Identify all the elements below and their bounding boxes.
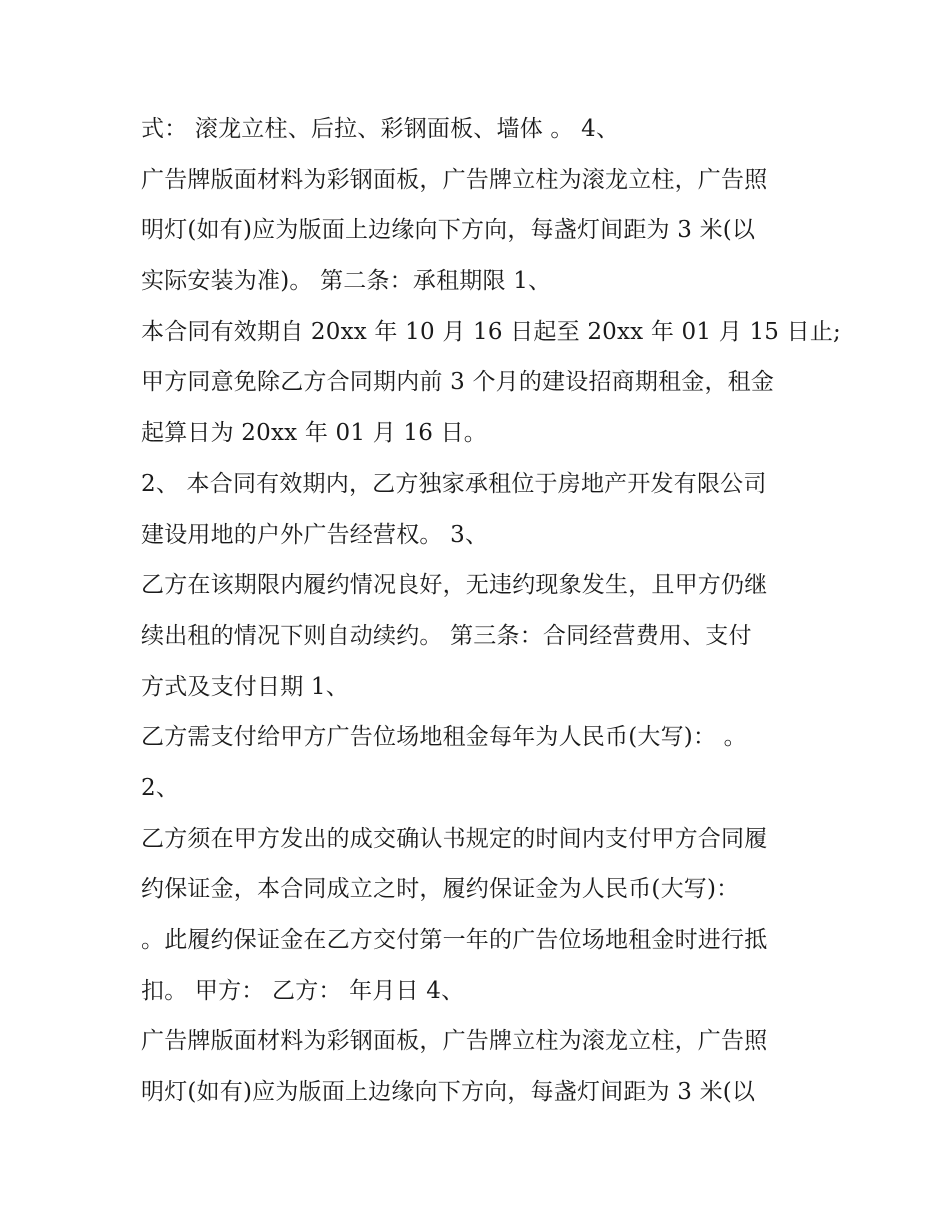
text-line: 。此履约保证金在乙方交付第一年的广告位场地租金时进行抵	[141, 927, 768, 953]
text-line: 2、 本合同有效期内，乙方独家承租位于房地产开发有限公司	[141, 470, 767, 497]
text-line: 乙方在该期限内履约情况良好，无违约现象发生，且甲方仍继	[141, 572, 768, 599]
text-line: 本合同有效期自 20xx 年 10 月 16 日起至 20xx 年 01 月 15 日止;	[141, 318, 841, 345]
text-line: 起算日为 20xx 年 01 月 16 日。	[141, 420, 488, 447]
text-line: 实际安装为准)。 第二条：承租期限 1、	[141, 268, 552, 295]
text-line: 甲方同意免除乙方合同期内前 3 个月的建设招商期租金，租金	[141, 369, 775, 396]
document-body	[141, 104, 841, 1118]
text-line: 建设用地的户外广告经营权。 3、	[141, 521, 489, 548]
text-line: 式： 滚龙立柱、后拉、彩钢面板、墙体 。 4、	[141, 116, 620, 142]
text-line: 续出租的情况下则自动续约。 第三条：合同经营费用、支付	[141, 622, 752, 649]
text-line: 2、	[141, 774, 180, 801]
text-line: 广告牌版面材料为彩钢面板，广告牌立柱为滚龙立柱，广告照	[141, 166, 768, 193]
text-line: 约保证金，本合同成立之时，履约保证金为人民币(大写)：	[141, 876, 740, 903]
text-line: 方式及支付日期 1、	[141, 673, 349, 700]
text-line: 广告牌版面材料为彩钢面板，广告牌立柱为滚龙立柱，广告照	[141, 1028, 768, 1055]
text-line: 明灯(如有)应为版面上边缘向下方向，每盏灯间距为 3 米(以	[141, 1079, 756, 1106]
text-line: 乙方须在甲方发出的成交确认书规定的时间内支付甲方合同履	[141, 825, 768, 852]
text-line: 扣。 甲方： 乙方： 年月日 4、	[141, 977, 465, 1004]
text-line: 明灯(如有)应为版面上边缘向下方向，每盏灯间距为 3 米(以	[141, 217, 756, 244]
text-line: 乙方需支付给甲方广告位场地租金每年为人民币(大写)： 。	[141, 724, 747, 751]
